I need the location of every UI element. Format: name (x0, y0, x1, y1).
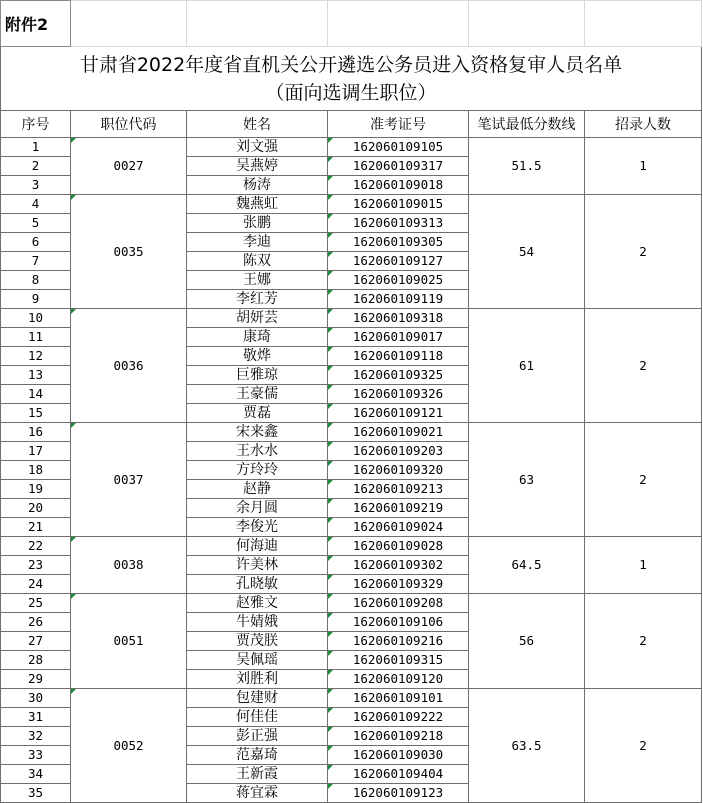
name-cell[interactable]: 赵雅文 (187, 594, 328, 613)
name-cell[interactable]: 吴燕婷 (187, 157, 328, 176)
seq-cell[interactable]: 26 (1, 613, 71, 632)
seq-cell[interactable]: 33 (1, 746, 71, 765)
exam-number-cell[interactable]: 162060109017 (328, 328, 469, 347)
exam-number-cell[interactable]: 162060109325 (328, 366, 469, 385)
table-row (1, 195, 702, 214)
exam-number-cell[interactable]: 162060109121 (328, 404, 469, 423)
attachment-label-cell[interactable]: 附件2 (1, 1, 71, 47)
quota-cell[interactable]: 2 (585, 195, 702, 309)
header-seq[interactable]: 序号 (1, 111, 71, 138)
seq-cell[interactable]: 35 (1, 784, 71, 803)
seq-cell[interactable]: 25 (1, 594, 71, 613)
table-row (1, 689, 702, 708)
min-score-cell[interactable]: 61 (469, 309, 585, 423)
exam-number-cell[interactable]: 162060109208 (328, 594, 469, 613)
name-cell[interactable]: 贾磊 (187, 404, 328, 423)
seq-cell[interactable]: 30 (1, 689, 71, 708)
name-cell[interactable]: 杨涛 (187, 176, 328, 195)
header-position-code[interactable]: 职位代码 (71, 111, 187, 138)
exam-number-cell[interactable]: 162060109305 (328, 233, 469, 252)
seq-cell[interactable]: 4 (1, 195, 71, 214)
name-cell[interactable]: 陈双 (187, 252, 328, 271)
name-cell[interactable]: 刘胜利 (187, 670, 328, 689)
name-cell[interactable]: 何佳佳 (187, 708, 328, 727)
min-score-cell[interactable]: 51.5 (469, 138, 585, 195)
position-code-cell[interactable]: 0052 (71, 689, 187, 803)
name-cell[interactable]: 吴佩瑶 (187, 651, 328, 670)
table-row (1, 138, 702, 157)
quota-cell[interactable]: 2 (585, 309, 702, 423)
name-cell[interactable]: 贾茂朕 (187, 632, 328, 651)
exam-number-cell[interactable]: 162060109329 (328, 575, 469, 594)
exam-number-cell[interactable]: 162060109216 (328, 632, 469, 651)
exam-number-cell[interactable]: 162060109018 (328, 176, 469, 195)
exam-number-cell[interactable]: 162060109030 (328, 746, 469, 765)
exam-number-cell[interactable]: 162060109318 (328, 309, 469, 328)
exam-number-cell[interactable]: 162060109313 (328, 214, 469, 233)
exam-number-cell[interactable]: 162060109118 (328, 347, 469, 366)
exam-number-cell[interactable]: 162060109219 (328, 499, 469, 518)
seq-cell[interactable]: 5 (1, 214, 71, 233)
empty-cell[interactable] (469, 1, 585, 47)
title-cell[interactable] (1, 47, 702, 111)
name-cell[interactable]: 宋来鑫 (187, 423, 328, 442)
name-cell[interactable]: 范嘉琦 (187, 746, 328, 765)
seq-cell[interactable]: 20 (1, 499, 71, 518)
name-cell[interactable]: 王娜 (187, 271, 328, 290)
exam-number-cell[interactable]: 162060109028 (328, 537, 469, 556)
empty-cell[interactable] (71, 1, 187, 47)
name-cell[interactable]: 魏燕虹 (187, 195, 328, 214)
min-score-cell[interactable]: 63.5 (469, 689, 585, 803)
min-score-cell[interactable]: 54 (469, 195, 585, 309)
exam-number-cell[interactable]: 162060109213 (328, 480, 469, 499)
exam-number-cell[interactable]: 162060109101 (328, 689, 469, 708)
position-code-cell[interactable]: 0035 (71, 195, 187, 309)
page-title: 甘肃省2022年度省直机关公开遴选公务员进入资格复审人员名单 (79, 53, 623, 76)
exam-number-cell[interactable]: 162060109106 (328, 613, 469, 632)
quota-cell[interactable]: 1 (585, 537, 702, 594)
seq-cell[interactable]: 27 (1, 632, 71, 651)
exam-number-cell[interactable]: 162060109317 (328, 157, 469, 176)
seq-cell[interactable]: 34 (1, 765, 71, 784)
name-cell[interactable]: 牛婧娥 (187, 613, 328, 632)
exam-number-cell[interactable]: 162060109320 (328, 461, 469, 480)
seq-cell[interactable]: 12 (1, 347, 71, 366)
exam-number-cell[interactable]: 162060109021 (328, 423, 469, 442)
seq-cell[interactable]: 10 (1, 309, 71, 328)
seq-cell[interactable]: 32 (1, 727, 71, 746)
seq-cell[interactable]: 6 (1, 233, 71, 252)
seq-cell[interactable]: 17 (1, 442, 71, 461)
table-row (1, 594, 702, 613)
name-cell[interactable]: 包建财 (187, 689, 328, 708)
name-cell[interactable]: 王新霞 (187, 765, 328, 784)
seq-cell[interactable]: 21 (1, 518, 71, 537)
min-score-cell[interactable]: 64.5 (469, 537, 585, 594)
table-row (1, 537, 702, 556)
exam-number-cell[interactable]: 162060109326 (328, 385, 469, 404)
header-exam-number[interactable]: 准考证号 (328, 111, 469, 138)
exam-number-cell[interactable]: 162060109203 (328, 442, 469, 461)
quota-cell[interactable]: 2 (585, 423, 702, 537)
exam-number-cell[interactable]: 162060109302 (328, 556, 469, 575)
empty-cell[interactable] (187, 1, 328, 47)
position-code-cell[interactable]: 0051 (71, 594, 187, 689)
seq-cell[interactable]: 2 (1, 157, 71, 176)
table-row (1, 423, 702, 442)
name-cell[interactable]: 康琦 (187, 328, 328, 347)
name-cell[interactable]: 李红芳 (187, 290, 328, 309)
header-quota[interactable]: 招录人数 (585, 111, 702, 138)
seq-cell[interactable]: 15 (1, 404, 71, 423)
name-cell[interactable]: 许美林 (187, 556, 328, 575)
exam-number-cell[interactable]: 162060109127 (328, 252, 469, 271)
name-cell[interactable]: 王豪儒 (187, 385, 328, 404)
seq-cell[interactable]: 24 (1, 575, 71, 594)
seq-cell[interactable]: 23 (1, 556, 71, 575)
empty-cell[interactable] (328, 1, 469, 47)
name-cell[interactable]: 张鹏 (187, 214, 328, 233)
exam-number-cell[interactable]: 162060109105 (328, 138, 469, 157)
seq-cell[interactable]: 28 (1, 651, 71, 670)
name-cell[interactable]: 刘文强 (187, 138, 328, 157)
header-name[interactable]: 姓名 (187, 111, 328, 138)
seq-cell[interactable]: 14 (1, 385, 71, 404)
seq-cell[interactable]: 18 (1, 461, 71, 480)
page-subtitle: （面向选调生职位） (265, 81, 437, 104)
seq-cell[interactable]: 22 (1, 537, 71, 556)
name-cell[interactable]: 孔晓敏 (187, 575, 328, 594)
seq-cell[interactable]: 29 (1, 670, 71, 689)
table-row (1, 309, 702, 328)
exam-number-cell[interactable]: 162060109404 (328, 765, 469, 784)
seq-cell[interactable]: 1 (1, 138, 71, 157)
exam-number-cell[interactable]: 162060109119 (328, 290, 469, 309)
min-score-cell[interactable]: 63 (469, 423, 585, 537)
position-code-cell[interactable]: 0038 (71, 537, 187, 594)
seq-cell[interactable]: 9 (1, 290, 71, 309)
exam-number-cell[interactable]: 162060109015 (328, 195, 469, 214)
empty-cell[interactable] (585, 1, 702, 47)
exam-number-cell[interactable]: 162060109024 (328, 518, 469, 537)
name-cell[interactable]: 赵静 (187, 480, 328, 499)
seq-cell[interactable]: 11 (1, 328, 71, 347)
header-min-score[interactable]: 笔试最低分数线 (469, 111, 585, 138)
name-cell[interactable]: 彭正强 (187, 727, 328, 746)
seq-cell[interactable]: 19 (1, 480, 71, 499)
seq-cell[interactable]: 31 (1, 708, 71, 727)
name-cell[interactable]: 李迪 (187, 233, 328, 252)
exam-number-cell[interactable]: 162060109315 (328, 651, 469, 670)
name-cell[interactable]: 敬烨 (187, 347, 328, 366)
seq-cell[interactable]: 16 (1, 423, 71, 442)
quota-cell[interactable]: 1 (585, 138, 702, 195)
exam-number-cell[interactable]: 162060109123 (328, 784, 469, 803)
name-cell[interactable]: 余月圆 (187, 499, 328, 518)
name-cell[interactable]: 蒋宜霖 (187, 784, 328, 803)
name-cell[interactable]: 李俊光 (187, 518, 328, 537)
quota-cell[interactable]: 2 (585, 689, 702, 803)
seq-cell[interactable]: 13 (1, 366, 71, 385)
position-code-cell[interactable]: 0037 (71, 423, 187, 537)
seq-cell[interactable]: 7 (1, 252, 71, 271)
exam-number-cell[interactable]: 162060109025 (328, 271, 469, 290)
exam-number-cell[interactable]: 162060109222 (328, 708, 469, 727)
name-cell[interactable]: 方玲玲 (187, 461, 328, 480)
seq-cell[interactable]: 3 (1, 176, 71, 195)
name-cell[interactable]: 何海迪 (187, 537, 328, 556)
position-code-cell[interactable]: 0036 (71, 309, 187, 423)
exam-number-cell[interactable]: 162060109120 (328, 670, 469, 689)
min-score-cell[interactable]: 56 (469, 594, 585, 689)
name-cell[interactable]: 胡妍芸 (187, 309, 328, 328)
exam-number-cell[interactable]: 162060109218 (328, 727, 469, 746)
position-code-cell[interactable]: 0027 (71, 138, 187, 195)
name-cell[interactable]: 巨雅琼 (187, 366, 328, 385)
name-cell[interactable]: 王水水 (187, 442, 328, 461)
quota-cell[interactable]: 2 (585, 594, 702, 689)
seq-cell[interactable]: 8 (1, 271, 71, 290)
